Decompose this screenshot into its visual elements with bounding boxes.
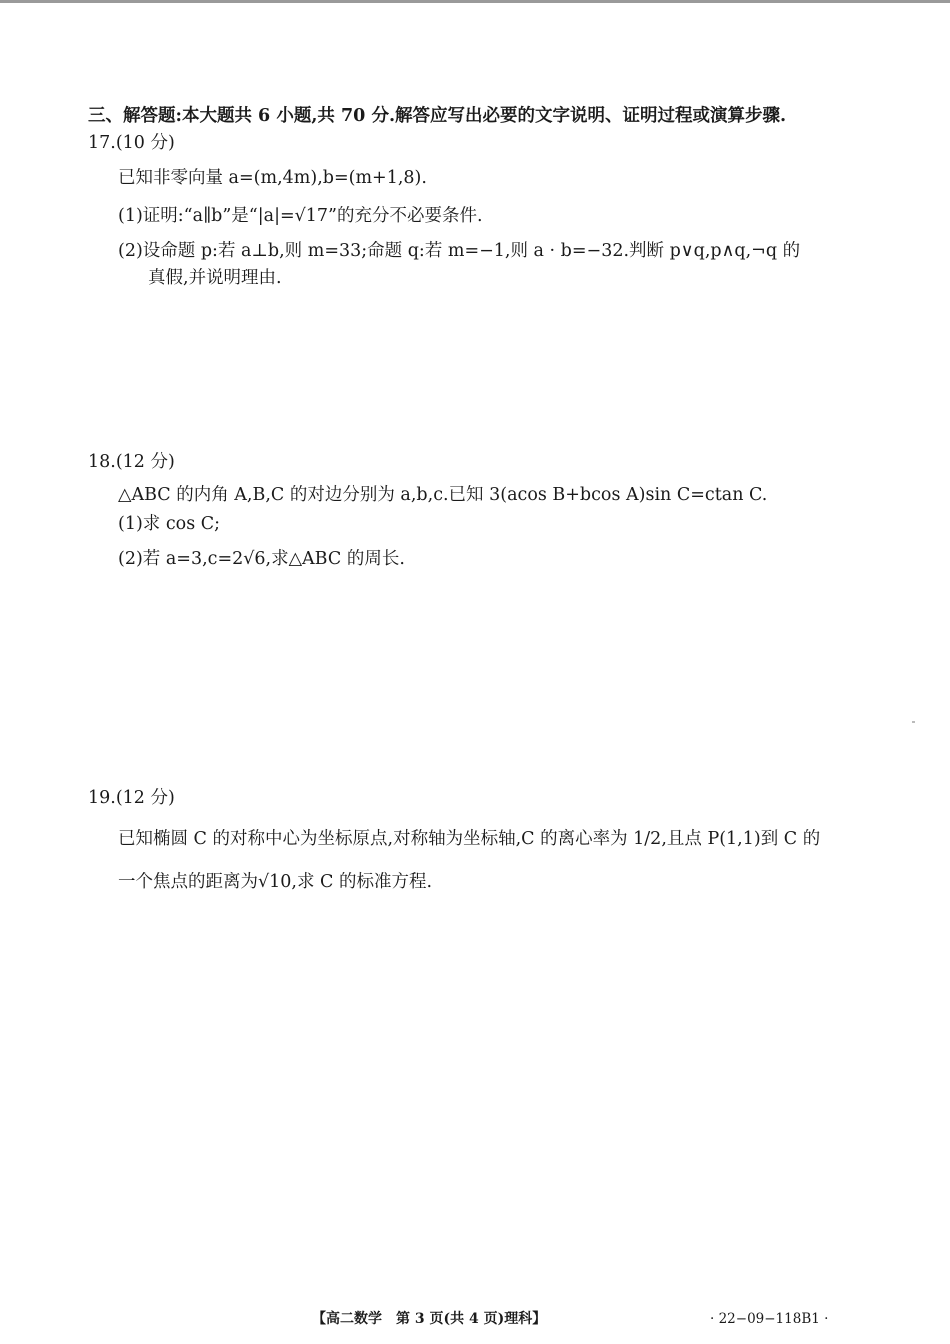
question-19-stem-continued: 一个焦点的距离为√10,求 C 的标准方程. bbox=[118, 872, 433, 892]
question-17-stem: 已知非零向量 a=(m,4m),b=(m+1,8). bbox=[118, 168, 427, 188]
question-18-number: 18.(12 分) bbox=[88, 452, 175, 472]
question-17-number: 17.(10 分) bbox=[88, 133, 175, 153]
section-title: 三、解答题:本大题共 6 小题,共 70 分.解答应写出必要的文字说明、证明过程或演算步骤. bbox=[88, 106, 787, 126]
question-17-part-2: (2)设命题 p:若 a⊥b,则 m=33;命题 q:若 m=−1,则 a · b=−32.判断 p∨q,p∧q,¬q 的 bbox=[118, 241, 801, 261]
top-border bbox=[0, 0, 950, 3]
question-19-number: 19.(12 分) bbox=[88, 788, 175, 808]
question-18-stem: △ABC 的内角 A,B,C 的对边分别为 a,b,c.已知 3(acos B+bcos A)sin C=ctan C. bbox=[118, 485, 768, 505]
question-19-stem: 已知椭圆 C 的对称中心为坐标原点,对称轴为坐标轴,C 的离心率为 1/2,且点 P(1,1)到 C 的 bbox=[118, 829, 821, 849]
question-18-part-1: (1)求 cos C; bbox=[118, 514, 221, 534]
page-footer: 【高二数学 第 3 页(共 4 页)理科】 bbox=[312, 1311, 547, 1327]
question-17-part-1: (1)证明:“a∥b”是“|a|=√17”的充分不必要条件. bbox=[118, 206, 483, 226]
question-17-part-2-continued: 真假,并说明理由. bbox=[148, 268, 282, 288]
document-code: · 22−09−118B1 · bbox=[710, 1311, 829, 1327]
question-18-part-2: (2)若 a=3,c=2√6,求△ABC 的周长. bbox=[118, 549, 405, 569]
scan-speck bbox=[912, 721, 915, 723]
